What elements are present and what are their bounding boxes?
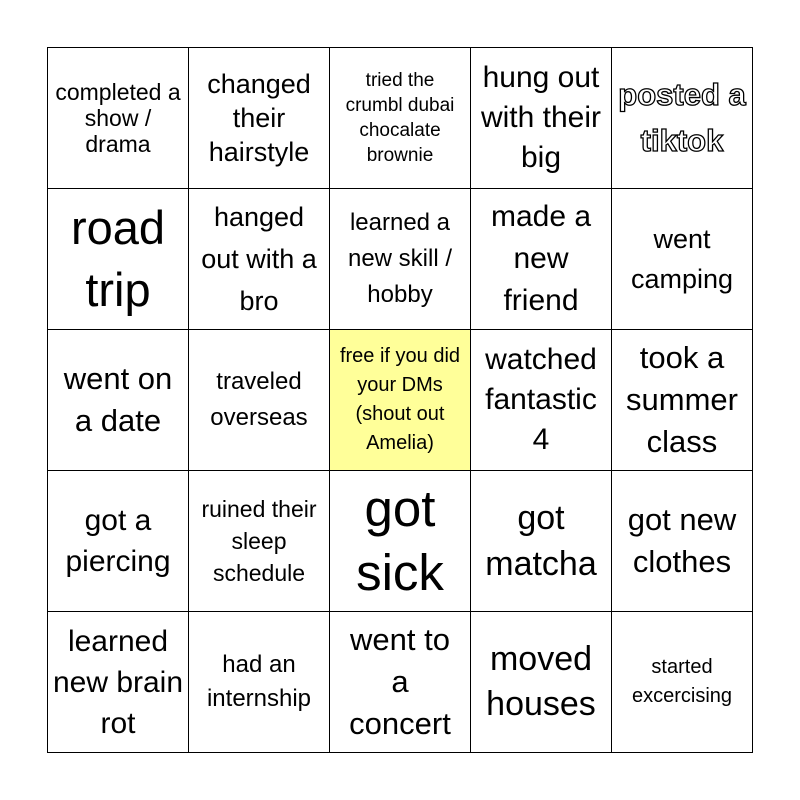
cell-label: changed their hairstyle	[207, 69, 311, 167]
bingo-cell[interactable]	[189, 330, 330, 471]
bingo-cell[interactable]	[330, 471, 471, 612]
bingo-cell[interactable]	[471, 471, 612, 612]
cell-label: completed a show / drama	[55, 79, 181, 157]
free-space-cell[interactable]	[330, 330, 471, 471]
cell-label: made a new friend	[490, 200, 592, 317]
bingo-cell[interactable]	[48, 48, 189, 189]
bingo-cell[interactable]	[189, 48, 330, 189]
cell-label: had an internship	[206, 651, 312, 712]
bingo-cell[interactable]	[189, 471, 330, 612]
bingo-cell[interactable]	[48, 330, 189, 471]
cell-label: road trip	[70, 201, 166, 316]
cell-label: traveled overseas	[210, 368, 308, 431]
bingo-cell[interactable]	[471, 612, 612, 753]
cell-label: went on a date	[63, 361, 173, 438]
bingo-cell[interactable]	[612, 471, 753, 612]
cell-label: ruined their sleep schedule	[201, 496, 317, 586]
bingo-cell[interactable]	[612, 612, 753, 753]
cell-label: got matcha	[485, 499, 597, 583]
cell-label: watched fantastic 4	[485, 343, 597, 456]
cell-label: moved houses	[486, 640, 596, 723]
cell-label: posted a tiktok	[618, 77, 746, 158]
bingo-cell[interactable]	[612, 189, 753, 330]
bingo-cell[interactable]	[330, 48, 471, 189]
bingo-board	[47, 47, 753, 753]
bingo-cell[interactable]	[471, 48, 612, 189]
bingo-cell[interactable]	[330, 189, 471, 330]
cell-label: free if you did your DMs (shout out Amelia)	[339, 345, 461, 454]
bingo-cell[interactable]	[612, 48, 753, 189]
bingo-cell[interactable]	[330, 612, 471, 753]
bingo-cell[interactable]	[612, 330, 753, 471]
bingo-cell[interactable]	[189, 189, 330, 330]
cell-label: got new clothes	[627, 502, 737, 579]
bingo-cell[interactable]	[48, 612, 189, 753]
cell-label: went to a concert	[349, 622, 451, 741]
bingo-cell[interactable]	[189, 612, 330, 753]
bingo-cell[interactable]	[471, 189, 612, 330]
cell-label: tried the crumbl dubai chocalate brownie	[345, 70, 455, 166]
cell-label: got sick	[356, 480, 444, 601]
cell-label: started excercising	[631, 656, 733, 707]
cell-label: got a piercing	[65, 504, 171, 578]
cell-label: hanged out with a bro	[201, 202, 317, 316]
cell-label: learned new brain rot	[52, 624, 184, 740]
cell-label: learned a new skill / hobby	[347, 209, 453, 308]
bingo-cell[interactable]	[48, 471, 189, 612]
bingo-cell[interactable]	[48, 189, 189, 330]
cell-label: took a summer class	[626, 340, 738, 459]
cell-label: went camping	[630, 224, 734, 294]
cell-label: hung out with their big	[480, 61, 602, 174]
bingo-cell[interactable]	[471, 330, 612, 471]
